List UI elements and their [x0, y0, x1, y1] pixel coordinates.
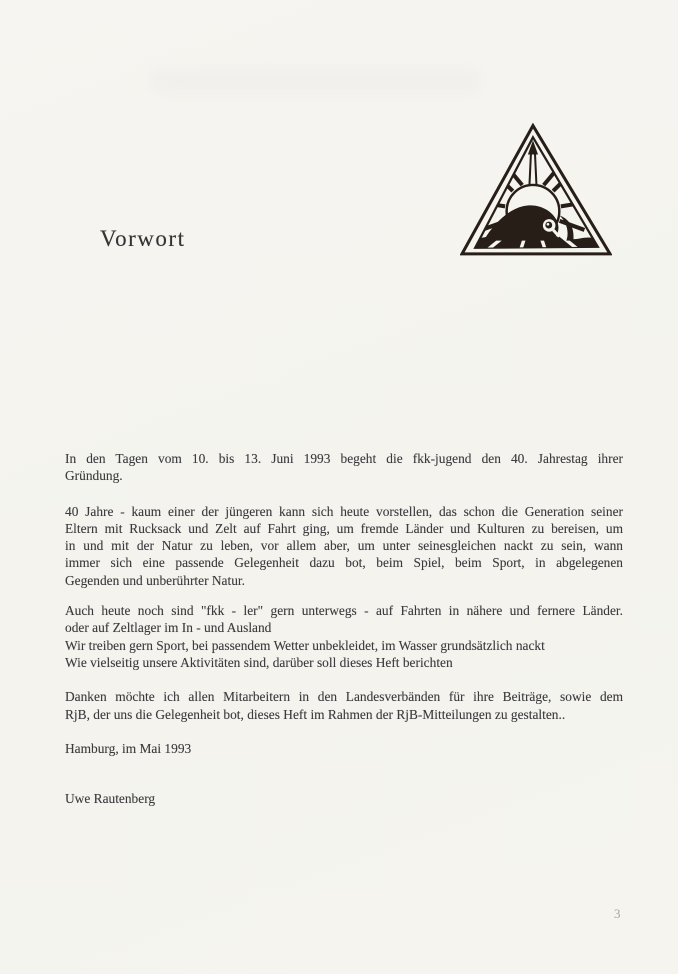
text-line: Wie vielseitig unsere Aktivitäten sind, darüber soll dieses Heft berichten — [65, 654, 453, 670]
text-line: in und mit der Natur zu leben, vor allem aber, um unter seinesgleichen nackt zu sein, wann — [65, 538, 623, 554]
text-line: Auch heute noch sind "fkk - ler" gern unterwegs - auf Fahrten in nähere und fernere Länder. — [65, 603, 623, 619]
text-line: RjB, der uns die Gelegenheit bot, dieses Heft im Rahmen der RjB-Mitteilungen zu gestalten.. — [65, 706, 566, 722]
text-line: oder auf Zeltlager im In - und Ausland — [65, 620, 272, 636]
text-line: immer sich eine passende Gelegenheit dazu bot, beim Spiel, beim Sport, in abgelegenen — [65, 555, 623, 571]
sun-wave-triangle-logo-icon — [460, 123, 612, 257]
text-line: Danken möchte ich allen Mitarbeitern in den Landesverbänden für ihre Beiträge, sowie dem — [65, 689, 623, 705]
text-line: In den Tagen vom 10. bis 13. Juni 1993 begeht die fkk-jugend den 40. Jahrestag ihrer — [65, 451, 623, 466]
page-title: Vorwort — [100, 226, 186, 251]
text-line: Gründung. — [65, 468, 123, 484]
page-number: 3 — [614, 906, 621, 921]
text-line: 40 Jahre - kaum einer der jüngeren kann sich heute vorstellen, das schon die Generation seiner — [65, 503, 623, 519]
text-line: Wir treiben gern Sport, bei passendem Wetter unbekleidet, im Wasser grundsätzlich nackt — [65, 637, 545, 653]
signature: Uwe Rautenberg — [65, 791, 156, 807]
foreword-body — [65, 450, 623, 807]
foreword-paragraph — [65, 602, 623, 671]
dateline: Hamburg, im Mai 1993 — [65, 740, 192, 756]
bleed-through-ghost — [150, 68, 480, 94]
foreword-paragraph — [65, 688, 623, 723]
text-line: Eltern mit Rucksack und Zelt auf Fahrt ging, um fremde Länder und Kulturen zu bereisen, um — [65, 520, 623, 536]
text-line: Gegenden und unberührter Natur. — [65, 572, 245, 588]
foreword-paragraph — [65, 450, 623, 485]
foreword-paragraph — [65, 503, 623, 589]
